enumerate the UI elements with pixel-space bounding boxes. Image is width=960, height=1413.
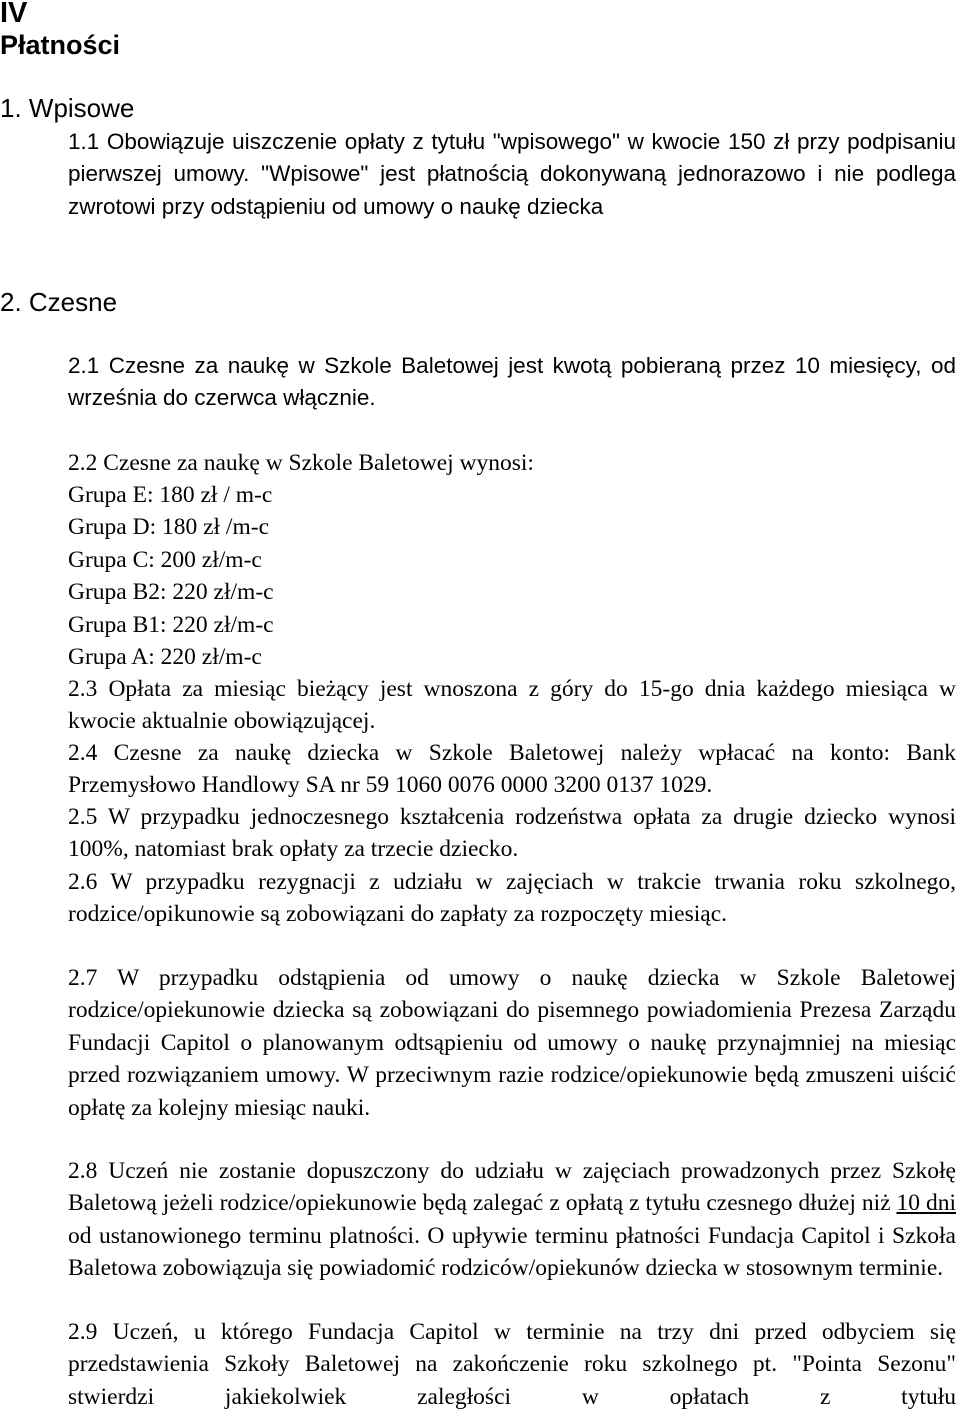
paragraph-2-7: 2.7 W przypadku odstąpienia od umowy o naukę dziecka w Szkole Baletowej rodzice/opiekunowie dziecka są zobowiązani do pisemnego powiadomienia Prezesa Zarządu Fundacji Capitol o planowanym odtsąpieniu od umowy o naukę przynajmniej na miesiąc przed rozwiązaniem umowy. W przeciwnym razie rodzice/opiekunowie będą zmuszeni uiścić opłatę za kolejny miesiąc nauki. — [68, 965, 956, 1121]
group-fee-list — [68, 479, 956, 673]
section-heading-czesne: 2. Czesne — [0, 287, 118, 317]
ten-days-underlined: 10 dni — [896, 1190, 957, 1217]
group-fee-item: Grupa A: 220 zł/m-c — [68, 644, 262, 671]
paragraph-2-1: 2.1 Czesne za naukę w Szkole Baletowej jest kwotą pobieraną przez 10 miesięcy, od września do czerwca włącznie. — [68, 353, 956, 411]
group-fee-item: Grupa B2: 220 zł/m-c — [68, 579, 274, 606]
paragraph-2-8-text: 2.8 Uczeń nie zostanie dopuszczony do udziału w zajęciach prowadzonych przez Szkołę Baletową jeżeli rodzice/opiekunowie będą zalegać z opłatą z tytułu czesnego dłużej niż — [68, 1158, 956, 1217]
group-fee-item: Grupa C: 200 zł/m-c — [68, 546, 262, 573]
section-heading-wpisowe: 1. Wpisowe — [0, 93, 135, 123]
paragraph-2-4: 2.4 Czesne za naukę dziecka w Szkole Baletowej należy wpłacać na konto: Bank Przemysłowo Handlowy SA nr 59 1060 0076 0000 3200 0137 1029. — [68, 740, 956, 799]
paragraph-2-3: 2.3 Opłata za miesiąc bieżący jest wnoszona z góry do 15-go dnia każdego miesiąca w kwocie aktualnie obowiązującej. — [68, 676, 956, 735]
paragraph-2-8-text-end: od ustanowionego terminu platności. O upływie terminu płatności Fundacja Capitol i Szkoła Baletowa zobowiązuja się powiadomić rodziców/opiekunów dziecka w stosownym terminie. — [68, 1222, 956, 1282]
paragraph-2-2-intro: 2.2 Czesne za naukę w Szkole Baletowej wynosi: — [68, 450, 534, 476]
paragraph-2-9: 2.9 Uczeń, u którego Fundacja Capitol w terminie na trzy dni przed odbyciem się przedstawienia Szkoły Baletowej na zakończenie roku szkolnego pt. "Pointa Sezonu" stwierdzi jakiekolwiek zaległości w opłatach z tytułu — [68, 1319, 956, 1410]
chapter-title: Płatności — [0, 30, 121, 60]
group-fee-item: Grupa D: 180 zł /m-c — [68, 514, 270, 541]
group-fee-item: Grupa E: 180 zł / m-c — [68, 482, 273, 508]
paragraph-2-8 — [68, 1155, 956, 1285]
chapter-number: IV — [0, 0, 28, 29]
paragraph-2-6: 2.6 W przypadku rezygnacji z udziału w zajęciach w trakcie trwania roku szkolnego, rodzice/opikunowie są zobowiązani do zapłaty za rozpoczęty miesiąc. — [68, 869, 956, 928]
paragraph-1-1: 1.1 Obowiązuje uiszczenie opłaty z tytułu "wpisowego" w kwocie 150 zł przy podpisaniu pierwszej umowy. "Wpisowe" jest płatnością dokonywaną jednorazowo i nie podlega zwrotowi przy odstąpieniu od umowy o naukę dziecka — [68, 129, 956, 219]
group-fee-item: Grupa B1: 220 zł/m-c — [68, 611, 274, 638]
paragraph-2-5: 2.5 W przypadku jednoczesnego kształcenia rodzeństwa opłata za drugie dziecko wynosi 100%, natomiast brak opłaty za trzecie dziecko. — [68, 804, 956, 863]
